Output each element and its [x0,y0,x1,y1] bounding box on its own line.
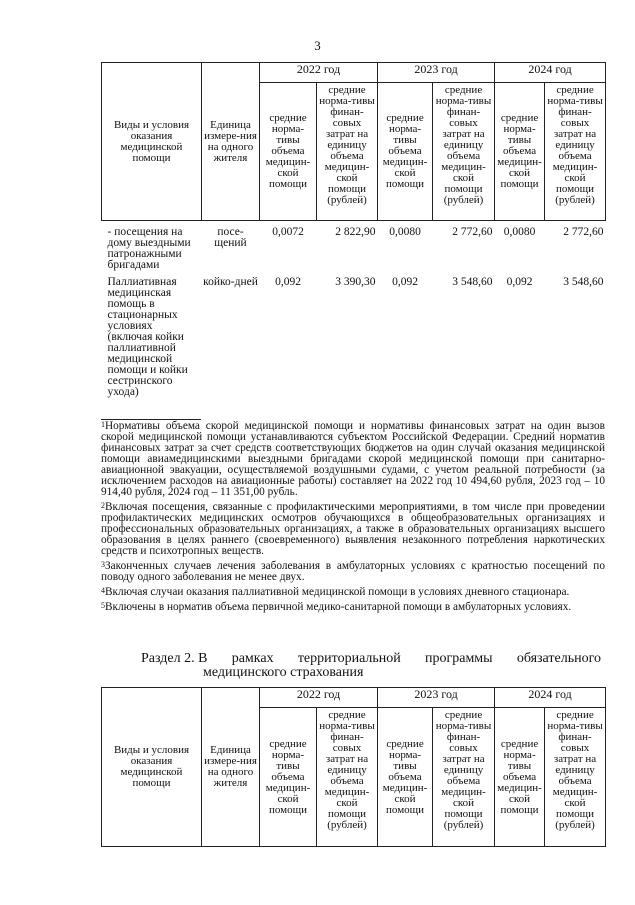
header-year-2024: 2024 год [495,688,606,708]
section-title-line-1 [141,652,601,666]
row-value: 0,092 [392,276,418,288]
header-volume-2022: средние норма-тивы объема медицин-ской помощи [260,83,317,221]
header-year-2022: 2022 год [260,688,378,708]
footnote-mark: 4 [101,586,105,595]
footnote-text: Нормативы объема скорой медицинской помощи и нормативы финансовых затрат на один вызов скорой медицинской помощи устанавливаются субъектом Российской Федерации. Средний норматив финансовых затрат за счет средств соответствующих бюджетов на один случай оказания медицинской помощи авиамедицинскими выездными бригадами скорой медицинской помощи при санитарно-авиационной эвакуации, осуществляемой воздушными судами, с учетом реальной потребности (за исключением расходов на авиационные работы) составляет на 2022 год 10 494,60 рубля, 2023 год – 10 914,40 рубля, 2024 год – 11 351,00 рубль. [101,420,605,498]
table-row [102,271,606,398]
header-unit: Единица измере-ния на одного жителя [202,688,260,847]
section-word: территориальной [297,651,401,666]
row-value: 0,0080 [503,226,536,238]
header-volume-2022: средние норма-тивы объема медицин-ской помощи [260,708,317,847]
row-value: 0,092 [275,276,301,288]
row-name: Паллиативная медицинская помощь в стационарных условиях (включая койки паллиативной медицинской помощи и койки сестринского ухода) [107,276,188,398]
header-type: Виды и условия оказания медицинской помощи [102,688,202,847]
header-volume-2023: средние норма-тивы объема медицин-ской помощи [378,83,433,221]
footnote-text: Включены в норматив объема первичной медико-санитарной помощи в амбулаторных условиях. [105,601,572,613]
section-word: рамках [231,651,274,666]
footnote-2 [101,502,605,557]
row-value: 3 548,60 [563,276,604,288]
header-cost-2024: средние норма-тивы финан-совых затрат на единицу объема медицин-ской помощи (рублей) [545,83,606,221]
footnote-text: Законченных случаев лечения заболевания в амбулаторных условиях с кратностью посещений по поводу одного заболевания не менее двух. [101,560,605,583]
section-title [141,652,601,680]
header-cost-2023: средние норма-тивы финан-совых затрат на единицу объема медицин-ской помощи (рублей) [433,708,495,847]
footnote-3 [101,561,605,583]
section-word: программы [425,651,493,666]
row-unit: посе-щений [214,226,247,249]
header-volume-2023: средние норма-тивы объема медицин-ской помощи [378,708,433,847]
row-value: 0,0080 [389,226,421,238]
header-year-2023: 2023 год [378,688,495,708]
footnote-text: Включая случаи оказания паллиативной медицинской помощи в условиях дневного стационара. [105,586,570,598]
section-label: Раздел 2. В [141,651,208,666]
section-title-line-2: медицинского страхования [203,665,364,680]
header-cost-2022: средние норма-тивы финан-совых затрат на единицу объема медицин-ской помощи (рублей) [317,708,378,847]
page-number: 3 [314,38,321,53]
footnote-text: Включая посещения, связанные с профилактическими мероприятиями, в том числе при проведении профилактических медицинских осмотров обучающихся в общеобразовательных организациях и профессиональных образовательных организациях, а также в образовательных организациях высшего образования в целях раннего (своевременного) выявления незаконного потребления наркотических средств и психотропных веществ. [101,501,605,557]
row-value: 2 822,90 [335,226,376,238]
header-year-2022: 2022 год [260,63,378,83]
section-word: обязательного [516,651,601,666]
row-value: 2 772,60 [452,226,493,238]
header-year-2024: 2024 год [495,63,606,83]
header-volume-2024: средние норма-тивы объема медицин-ской помощи [495,708,545,847]
header-year-2023: 2023 год [378,63,495,83]
row-value: 0,092 [506,276,533,288]
header-cost-2023: средние норма-тивы финан-совых затрат на единицу объема медицин-ской помощи (рублей) [433,83,495,221]
header-volume-2024: средние норма-тивы объема медицин-ской помощи [495,83,545,221]
header-type: Виды и условия оказания медицинской помощи [102,63,202,221]
footnotes [101,421,605,617]
footnote-mark: 5 [101,601,105,610]
row-unit: койко-дней [203,276,258,288]
row-value: 2 772,60 [563,226,604,238]
row-name: - посещения на дому выездными патронажными бригадами [107,226,191,271]
footnote-1 [101,421,605,498]
table-row [102,221,606,272]
row-value: 0,0072 [272,226,304,238]
footnote-mark: 3 [101,560,105,569]
norms-table-2 [101,687,606,847]
header-unit: Единица измере-ния на одного жителя [202,63,260,221]
footnote-5 [101,602,605,613]
row-value: 3 548,60 [452,276,493,288]
row-value: 3 390,30 [335,276,376,288]
footnote-4 [101,587,605,598]
norms-table-1 [101,62,606,398]
footnote-mark: 1 [101,420,105,429]
footnote-mark: 2 [101,501,105,510]
header-cost-2022: средние норма-тивы финан-совых затрат на единицу объема медицин-ской помощи (рублей) [317,83,378,221]
header-cost-2024: средние норма-тивы финан-совых затрат на единицу объема медицин-ской помощи (рублей) [545,708,606,847]
